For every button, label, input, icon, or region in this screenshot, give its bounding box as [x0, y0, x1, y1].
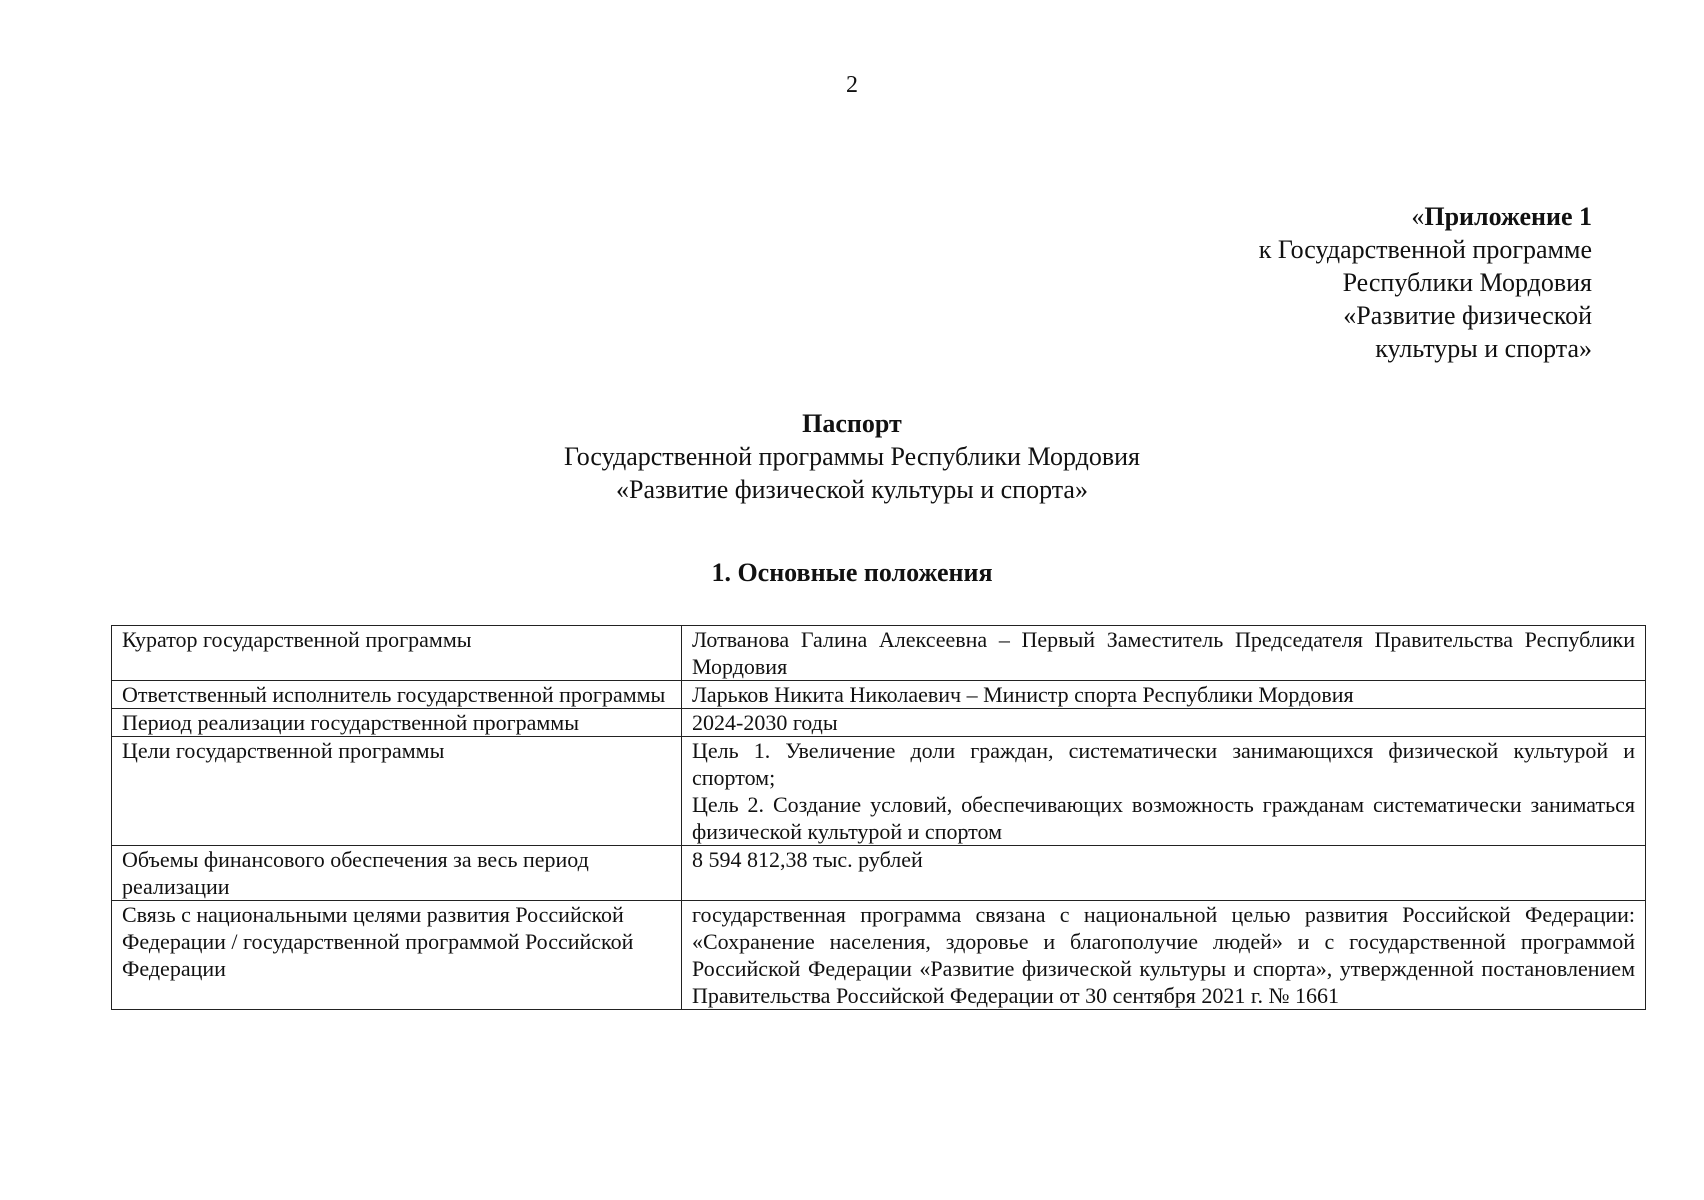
row-value-curator: Лотванова Галина Алексеевна – Первый Заместитель Председателя Правительства Республики Мордовия: [682, 626, 1646, 681]
appendix-quote: «: [1411, 202, 1425, 231]
document-title: [0, 407, 1704, 506]
section-heading: 1. Основные положения: [711, 558, 993, 587]
table-row: [112, 709, 1646, 737]
appendix-line-4: «Развитие физической: [1343, 301, 1592, 330]
row-label-national-goals: Связь с национальными целями развития Российской Федерации / государственной программой Российской Федерации: [112, 901, 682, 1010]
passport-heading: Паспорт: [802, 409, 902, 438]
appendix-title: Приложение 1: [1424, 202, 1592, 231]
table-row: [112, 626, 1646, 681]
appendix-line-2: к Государственной программе: [1258, 235, 1592, 264]
appendix-line-3: Республики Мордовия: [1342, 268, 1592, 297]
row-value-funding: 8 594 812,38 тыс. рублей: [682, 846, 1646, 901]
row-label-period: Период реализации государственной программы: [112, 709, 682, 737]
row-value-period: 2024-2030 годы: [682, 709, 1646, 737]
appendix-title-line: [1032, 200, 1592, 233]
table-row: [112, 737, 1646, 846]
table-row: [112, 846, 1646, 901]
title-line-3: «Развитие физической культуры и спорта»: [616, 475, 1088, 504]
appendix-header: [1032, 200, 1592, 365]
row-value-national-goals: государственная программа связана с национальной целью развития Российской Федерации: «Сохранение населения, здоровье и благополучие людей» и с государственной программой Российской Федерации «Развитие физической культуры и спорта», утвержденной постановлением Правительства Российской Федерации от 30 сентября 2021 г. № 1661: [682, 901, 1646, 1010]
row-label-funding: Объемы финансового обеспечения за весь период реализации: [112, 846, 682, 901]
row-value-executor: Ларьков Никита Николаевич – Министр спорта Республики Мордовия: [682, 681, 1646, 709]
table-row: [112, 681, 1646, 709]
page-number: 2: [846, 72, 858, 98]
row-label-executor: Ответственный исполнитель государственной программы: [112, 681, 682, 709]
row-label-goals: Цели государственной программы: [112, 737, 682, 846]
appendix-line-5: культуры и спорта»: [1375, 334, 1592, 363]
row-label-curator: Куратор государственной программы: [112, 626, 682, 681]
goal-1: Цель 1. Увеличение доли граждан, систематически занимающихся физической культурой и спортом;: [692, 738, 1635, 790]
goal-2: Цель 2. Создание условий, обеспечивающих возможность гражданам систематически заниматься физической культурой и спортом: [692, 792, 1635, 844]
table-row: [112, 901, 1646, 1010]
title-line-2: Государственной программы Республики Мордовия: [564, 442, 1140, 471]
main-provisions-table: [111, 625, 1646, 1010]
row-value-goals: [682, 737, 1646, 846]
